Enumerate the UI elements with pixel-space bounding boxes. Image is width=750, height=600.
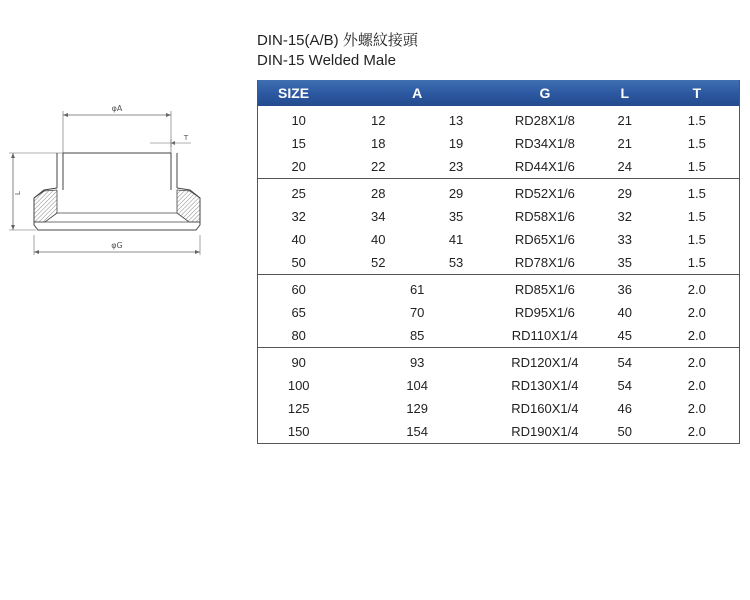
cell-size: 90: [291, 355, 306, 370]
cell-l: 45: [617, 328, 632, 343]
cell-g: RD110X1/4: [511, 328, 579, 343]
cell-g: RD120X1/4: [511, 355, 579, 370]
cell-g: RD28X1/8: [514, 113, 575, 128]
spec-table: [257, 80, 740, 444]
header-t: T: [655, 80, 740, 106]
table-row: [258, 228, 740, 251]
cell-size: 60: [291, 282, 306, 297]
title-block: [257, 31, 418, 71]
cell-a: 61: [409, 282, 425, 297]
technical-drawing: [0, 95, 240, 265]
cell-a: 85: [409, 328, 425, 343]
header-size: SIZE: [258, 80, 340, 106]
cell-g: RD34X1/8: [514, 136, 575, 151]
cell-g: RD58X1/6: [514, 209, 575, 224]
row-group-1: [258, 106, 740, 179]
cell-a-inner: 34: [371, 209, 386, 224]
row-group-4: [258, 348, 740, 444]
cell-l: 33: [617, 232, 632, 247]
cell-a: 154: [406, 424, 429, 439]
cell-size: 125: [287, 401, 310, 416]
cell-l: 21: [617, 136, 632, 151]
table-row: [258, 251, 740, 275]
table-row: [258, 324, 740, 348]
label-l: L: [14, 191, 22, 195]
cell-t: 2.0: [687, 328, 706, 343]
cell-a-outer: 41: [448, 232, 464, 247]
cell-g: RD130X1/4: [511, 378, 579, 393]
header-l: L: [595, 80, 655, 106]
cell-a: 70: [409, 305, 425, 320]
cell-t: 2.0: [687, 305, 706, 320]
cell-t: 2.0: [687, 282, 706, 297]
cell-size: 80: [291, 328, 306, 343]
table-row: [258, 275, 740, 302]
cell-l: 40: [617, 305, 632, 320]
table-row: [258, 397, 740, 420]
label-t: T: [183, 134, 189, 142]
cell-t: 2.0: [687, 424, 706, 439]
cell-t: 1.5: [687, 209, 706, 224]
cell-size: 20: [291, 159, 306, 174]
cell-a-inner: 52: [371, 255, 386, 270]
cell-l: 54: [617, 355, 632, 370]
cell-size: 10: [291, 113, 306, 128]
cell-t: 1.5: [687, 186, 706, 201]
cell-l: 32: [617, 209, 632, 224]
cell-g: RD85X1/6: [514, 282, 575, 297]
cell-a-inner: 22: [371, 159, 386, 174]
cell-a-outer: 35: [448, 209, 464, 224]
table-row: [258, 155, 740, 179]
cell-l: 46: [617, 401, 632, 416]
cell-size: 25: [291, 186, 306, 201]
cell-a-outer: 53: [448, 255, 464, 270]
cell-g: RD52X1/6: [514, 186, 575, 201]
cell-size: 32: [291, 209, 306, 224]
table-row: [258, 348, 740, 375]
table-row: [258, 420, 740, 444]
cell-g: RD95X1/6: [514, 305, 575, 320]
cell-a-inner: 18: [371, 136, 386, 151]
cell-l: 54: [617, 378, 632, 393]
row-group-2: [258, 179, 740, 275]
cell-a-outer: 29: [448, 186, 464, 201]
table-row: [258, 374, 740, 397]
cell-size: 40: [291, 232, 306, 247]
cell-a-inner: 28: [371, 186, 386, 201]
cell-size: 150: [287, 424, 310, 439]
cell-t: 2.0: [687, 401, 706, 416]
label-a: φA: [111, 104, 123, 113]
cell-l: 21: [617, 113, 632, 128]
label-g: φG: [111, 241, 123, 250]
cell-a-outer: 13: [448, 113, 464, 128]
header-a: A: [339, 80, 495, 106]
cell-g: RD44X1/6: [514, 159, 575, 174]
cell-size: 50: [291, 255, 306, 270]
dimension-a: [63, 104, 171, 153]
row-group-3: [258, 275, 740, 348]
cell-a-inner: 12: [371, 113, 386, 128]
cell-a: 93: [409, 355, 425, 370]
cell-a-inner: 40: [371, 232, 386, 247]
cell-l: 35: [617, 255, 632, 270]
cell-l: 50: [617, 424, 632, 439]
table-row: [258, 205, 740, 228]
cell-t: 1.5: [687, 232, 706, 247]
cell-g: RD78X1/6: [514, 255, 575, 270]
cell-l: 36: [617, 282, 632, 297]
cell-size: 15: [291, 136, 306, 151]
table-row: [258, 106, 740, 132]
cell-a-outer: 19: [448, 136, 464, 151]
cell-l: 29: [617, 186, 632, 201]
cell-a-outer: 23: [448, 159, 464, 174]
cell-g: RD190X1/4: [511, 424, 579, 439]
part-outline: [34, 153, 200, 230]
table-row: [258, 179, 740, 206]
cell-g: RD160X1/4: [511, 401, 579, 416]
cell-t: 1.5: [687, 113, 706, 128]
table-row: [258, 132, 740, 155]
cell-g: RD65X1/6: [514, 232, 575, 247]
title-english: DIN-15 Welded Male: [257, 52, 396, 69]
table-row: [258, 301, 740, 324]
cell-t: 2.0: [687, 378, 706, 393]
header-row: [258, 80, 740, 106]
header-g: G: [495, 80, 595, 106]
cell-t: 1.5: [687, 159, 706, 174]
cell-t: 1.5: [687, 255, 706, 270]
dimension-g: [34, 235, 200, 255]
dimension-t: [150, 134, 191, 147]
title-chinese: DIN-15(A/B) 外螺紋接頭: [257, 32, 418, 49]
cell-t: 1.5: [687, 136, 706, 151]
cell-size: 65: [291, 305, 306, 320]
cell-a: 129: [406, 401, 429, 416]
cell-l: 24: [617, 159, 632, 174]
cell-a: 104: [406, 378, 429, 393]
cell-size: 100: [287, 378, 310, 393]
cell-t: 2.0: [687, 355, 706, 370]
